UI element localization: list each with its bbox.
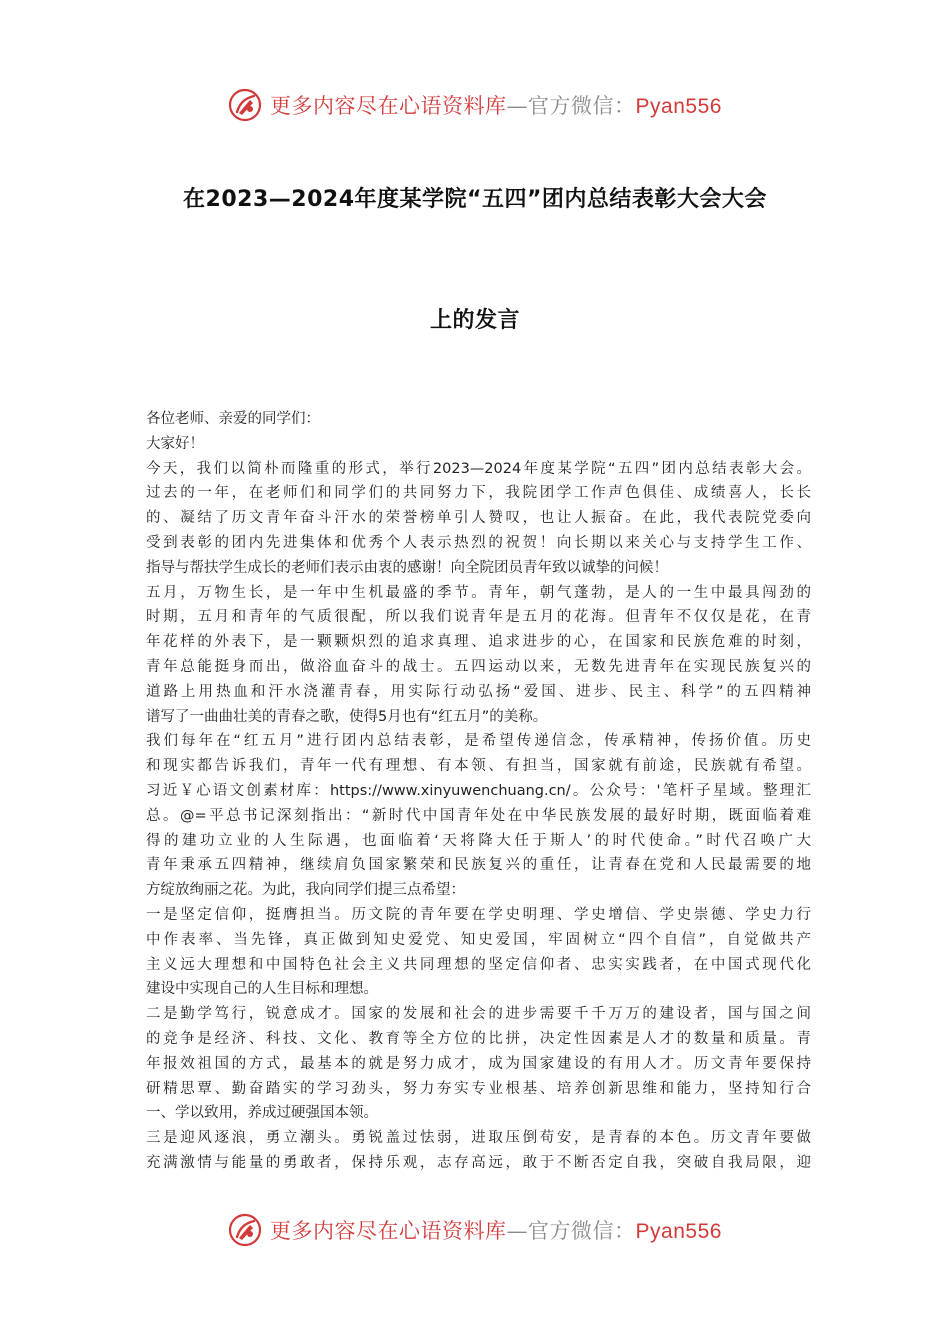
body-line: 一是坚定信仰，挺膺担当。历文院的青年要在学史明理、学史增信、学史崇德、学史力行 — [146, 906, 811, 923]
body-line: 和现实都告诉我们，青年一代有理想、有本领、有担当，国家就有前途，民族就有希望。 — [146, 758, 811, 775]
body-line: 五月，万物生长，是一年中生机最盛的季节。青年，朝气蓬勃，是人的一生中最具闯劲的 — [146, 584, 811, 601]
body-line: 我们每年在“红五月”进行团内总结表彰，是希望传递信念，传承精神，传扬价值。历史 — [146, 733, 811, 750]
body-line: 各位老师、亲爱的同学们： — [146, 411, 320, 427]
page-title-line-2: 上的发言 — [429, 308, 520, 333]
page-title-line-1: 在2023—2024年度某学院“五四”团内总结表彰大会大会 — [183, 187, 767, 212]
body-line: 青年秉承五四精神，继续肩负国家繁荣和民族复兴的重任，让青春在党和人民最需要的地 — [146, 857, 811, 874]
footer-watermark-text — [270, 1215, 722, 1245]
body-line: 习近￥心语文创素材库：https://www.xinyuwenchuang.cn/。公众号：'笔杆子星域。整理汇 — [146, 782, 811, 799]
body-line: 总。@=平总书记深刻指出：“新时代中国青年处在中华民族发展的最好时期，既面临着难 — [146, 807, 811, 824]
body-line: 的竞争是经济、科技、文化、教育等全方位的比拼，决定性因素是人才的数量和质量。青 — [146, 1030, 811, 1047]
brand-logo-icon — [228, 1213, 262, 1247]
body-line: 谱写了一曲曲壮美的青春之歌，使得5月也有“红五月”的美称。 — [146, 708, 548, 725]
body-line: 方绽放绚丽之花。为此，我向同学们提三点希望： — [146, 882, 465, 899]
document-body — [146, 407, 811, 1176]
body-line: 指导与帮扶学生成长的老师们表示由衷的感谢！向全院团员青年致以诚挚的问候！ — [146, 559, 668, 576]
watermark-dash: — — [506, 1219, 529, 1243]
body-line: 时期，五月和青年的气质很配，所以我们说青年是五月的花海。但青年不仅仅是花，在青 — [146, 609, 811, 626]
body-line: 年报效祖国的方式，最基本的就是努力成才，成为国家建设的有用人才。历文青年要保持 — [146, 1055, 811, 1072]
header-watermark-banner — [0, 82, 950, 128]
body-line: 青年总能挺身而出，做浴血奋斗的战士。五四运动以来，无数先进青年在实现民族复兴的 — [146, 658, 811, 675]
body-line: 大家好！ — [146, 435, 204, 452]
body-line: 二是勤学笃行，锐意成才。国家的发展和社会的进步需要千千万万的建设者，国与国之间 — [146, 1006, 811, 1023]
watermark-dash: — — [506, 94, 529, 118]
body-line: 过去的一年，在老师们和同学们的共同努力下，我院团学工作声色俱佳、成绩喜人，长长 — [146, 485, 811, 502]
body-line: 的、凝结了历文青年奋斗汗水的荣誉榜单引人赞叹，也让人振奋。在此，我代表院党委向 — [146, 510, 811, 527]
body-line: 年花样的外表下，是一颗颗炽烈的追求真理、追求进步的心，在国家和民族危难的时刻， — [146, 634, 811, 651]
body-line: 受到表彰的团内先进集体和优秀个人表示热烈的祝贺！向长期以来关心与支持学生工作、 — [146, 534, 811, 551]
brand-logo-icon — [228, 88, 262, 122]
watermark-brand: 更多内容尽在心语资料库 — [270, 1219, 507, 1243]
watermark-account: Pyan556 — [635, 95, 722, 118]
watermark-brand: 更多内容尽在心语资料库 — [270, 94, 507, 118]
body-line: 中作表率、当先锋，真正做到知史爱党、知史爱国，牢固树立“四个自信”，自觉做共产 — [146, 931, 811, 948]
body-line: 一、学以致用，养成过硬强国本领。 — [146, 1105, 378, 1122]
header-watermark-text — [270, 90, 722, 120]
body-line: 道路上用热血和汗水浇灌青春，用实际行动弘扬“爱国、进步、民主、科学”的五四精神 — [146, 683, 811, 700]
watermark-account: Pyan556 — [635, 1220, 722, 1243]
body-line: 主义远大理想和中国特色社会主义共同理想的坚定信仰者、忠实实践者，在中国式现代化 — [146, 956, 811, 973]
watermark-wechat-label: 官方微信： — [528, 1219, 636, 1243]
body-line: 研精思覃、勤奋踏实的学习劲头，努力夯实专业根基、培养创新思维和能力，坚持知行合 — [146, 1080, 811, 1097]
watermark-wechat-label: 官方微信： — [528, 94, 636, 118]
body-line: 建设中实现自己的人生目标和理想。 — [146, 981, 378, 998]
body-line: 得的建功立业的人生际遇，也面临着‘天将降大任于斯人’的时代使命。”时代召唤广大 — [146, 832, 811, 849]
body-line: 充满激情与能量的勇敢者，保持乐观，志存高远，敢于不断否定自我，突破自我局限，迎 — [146, 1154, 811, 1171]
footer-watermark-banner — [0, 1207, 950, 1253]
body-line: 三是迎风逐浪，勇立潮头。勇锐盖过怯弱，进取压倒苟安，是青春的本色。历文青年要做 — [146, 1130, 811, 1147]
body-line: 今天，我们以简朴而隆重的形式，举行2023—2024年度某学院“五四”团内总结表彰大会。 — [146, 460, 811, 477]
